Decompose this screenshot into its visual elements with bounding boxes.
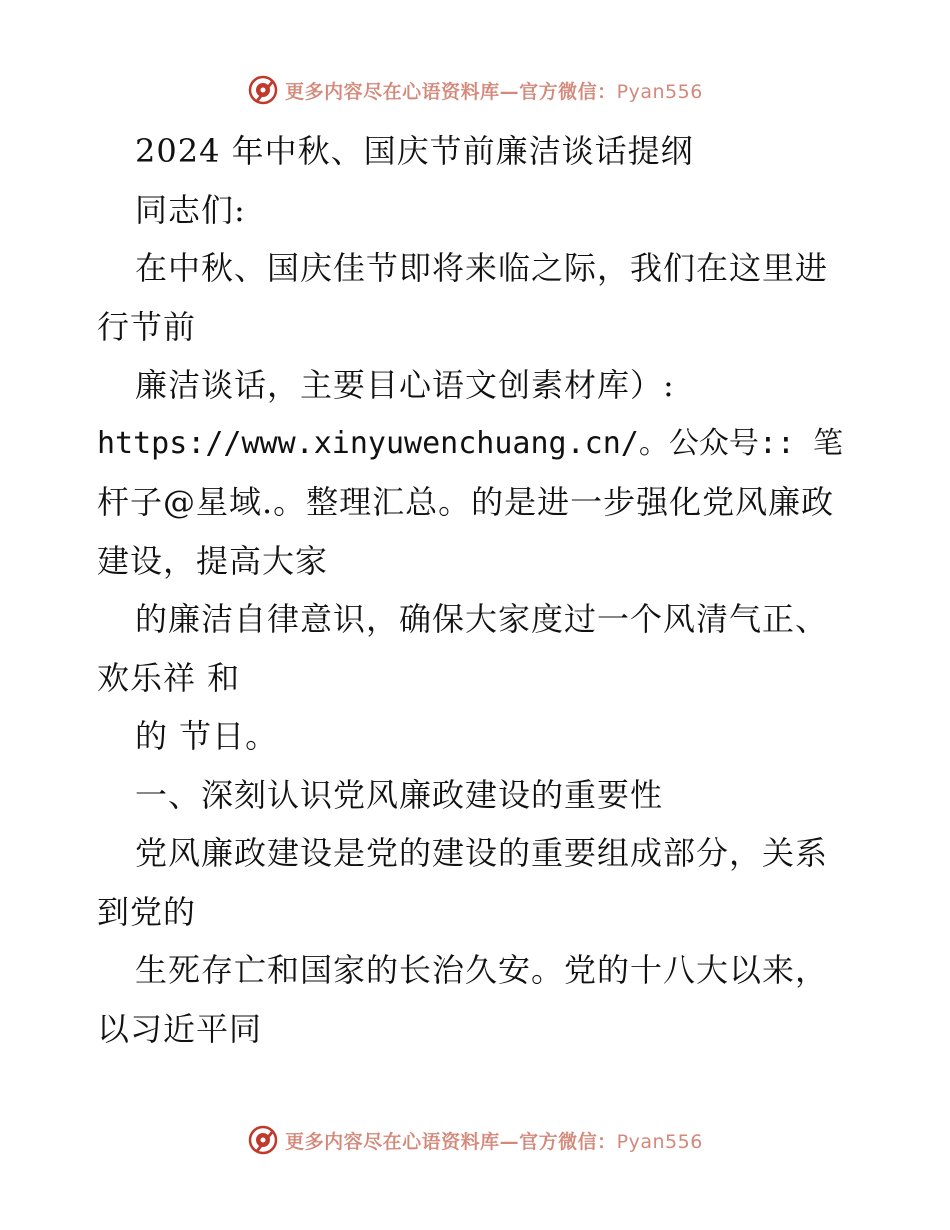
paragraph-line: 的廉洁自律意识，确保大家度过一个风清气正、 xyxy=(135,600,829,638)
pen-logo-icon xyxy=(247,74,279,106)
greeting: 同志们: xyxy=(135,190,246,229)
paragraph-line: 到党的 xyxy=(97,892,197,931)
paragraph-line: 建设，提高大家 xyxy=(97,541,329,580)
paragraph-line: 欢乐祥 和 xyxy=(97,658,241,697)
paragraph-line: 生死存亡和国家的长治久安。党的十八大以来， xyxy=(135,951,829,989)
document-title: 2024 年中秋、国庆节前廉洁谈话提纲 xyxy=(135,132,694,170)
footer-banner-site-text: 更多内容尽在心语资料库—官方微信： xyxy=(285,1130,617,1153)
document-body xyxy=(97,122,857,1058)
footer-banner-wechat-id: Pyan556 xyxy=(616,1130,703,1153)
paragraph-line: 党风廉政建设是党的建设的重要组成部分，关系 xyxy=(135,834,829,872)
paragraph-line: 的 节日。 xyxy=(135,717,279,755)
header-banner-wechat-id: Pyan556 xyxy=(616,80,703,103)
paragraph-line: 在中秋、国庆佳节即将来临之际，我们在这里进 xyxy=(135,249,829,287)
header-banner-site-text: 更多内容尽在心语资料库—官方微信： xyxy=(285,80,617,103)
footer-banner xyxy=(0,1120,950,1160)
paragraph-line: 杆子@星域.。整理汇总。的是进一步强化党风廉政 xyxy=(97,483,835,521)
paragraph-line: 廉洁谈话，主要目心语文创素材库）: xyxy=(135,366,675,404)
paragraph-line: 行节前 xyxy=(97,307,197,346)
paragraph-line: 以习近平同 xyxy=(97,1009,263,1048)
section-heading: 一、深刻认识党风廉政建设的重要性 xyxy=(135,775,664,814)
footer-banner-text xyxy=(285,1127,703,1154)
pen-logo-icon xyxy=(247,1124,279,1156)
paragraph-line-url: https://www.xinyuwenchuang.cn/。公众号:: 笔 xyxy=(97,425,844,461)
header-banner-text xyxy=(285,77,703,104)
header-banner xyxy=(0,70,950,110)
